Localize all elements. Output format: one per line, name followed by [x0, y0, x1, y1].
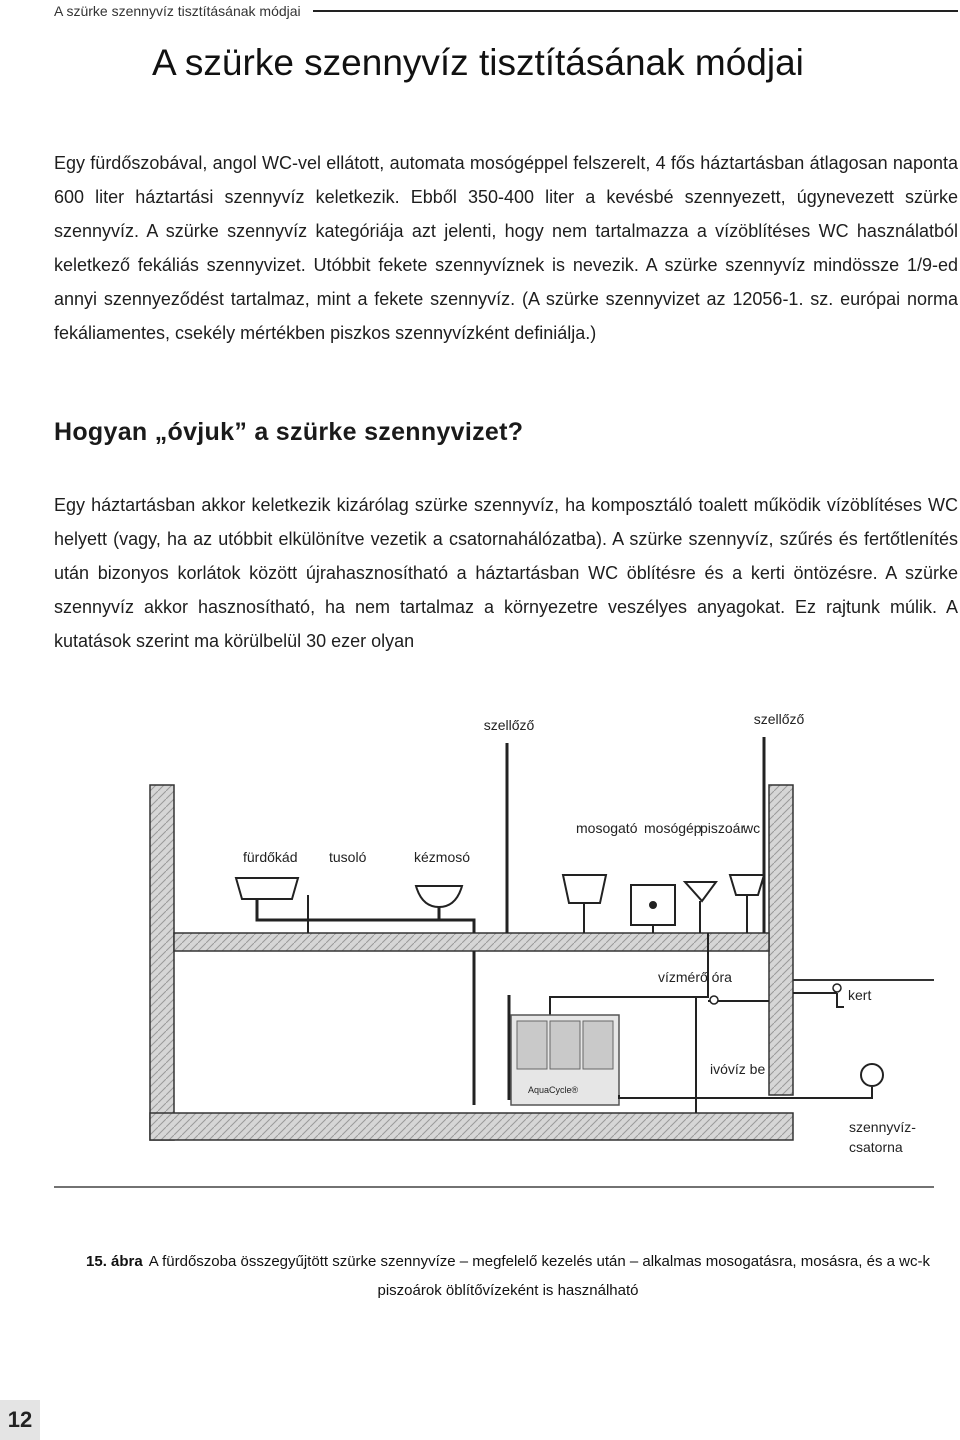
hand-sink-icon	[416, 886, 462, 907]
aquacycle-tank	[511, 1015, 619, 1105]
figure-caption-text: A fürdőszoba összegyűjtött szürke szennyvíze – megfelelő kezelés után – alkalmas mosogatásra, mosásra, és a wc-k piszoárok öblítővízeként is használható	[148, 1253, 930, 1299]
washing-machine-label: mosógép	[644, 820, 702, 836]
wc-icon	[730, 875, 764, 895]
kitchen-sink-label: mosogató	[576, 820, 638, 836]
wc-label: wc	[743, 820, 761, 836]
plumbing-diagram	[54, 695, 934, 1205]
urinal-icon	[685, 882, 716, 901]
bathtub-icon	[236, 878, 298, 899]
garden-label: kert	[848, 987, 872, 1003]
garden-tap-icon	[833, 984, 841, 992]
building-shell	[54, 785, 934, 1187]
vent-left-label: szellőző	[483, 717, 535, 733]
running-header-title: A szürke szennyvíz tisztításának módjai	[54, 3, 301, 19]
header-rule	[313, 10, 958, 12]
sewer-label-line1: szennyvíz-	[849, 1119, 916, 1135]
figure-number: 15. ábra	[86, 1253, 143, 1270]
kitchen-sink-icon	[563, 875, 606, 903]
water-meter-icon	[710, 996, 718, 1004]
shower-label: tusoló	[329, 849, 367, 865]
sink-label: kézmosó	[414, 849, 471, 865]
drinking-water-label: ivóvíz be	[710, 1061, 766, 1077]
upper-fixtures	[236, 875, 764, 933]
intro-paragraph: Egy fürdőszobával, angol WC-vel ellátott, automata mosógéppel felszerelt, 4 fős háztartásban átlagosan naponta 600 liter háztartási szennyvíz keletkezik. Ebből 350-400 liter a kevésbé szennyezett, úgynevezett szürke szennyvíz. A szürke szennyvíz kategóriája azt jelenti, hogy nem tartalmazza a vízöblítéses WC használatból keletkező fekáliás szennyvizet. Utóbbit fekete szennyvíznek is nevezik. A szürke szennyvíz mindössze 1/9-ed annyi szennyeződést tartalmaz, mint a fekete szennyvíz. (A szürke szennyvizet az 12056-1. sz. európai norma fekáliamentes, csekély mértékben piszkos szennyvízként definiálja.)	[54, 153, 958, 343]
vent-right-label: szellőző	[753, 711, 805, 727]
plumbing-diagram-svg	[54, 695, 934, 1205]
urinal-label: piszoár	[700, 820, 746, 836]
tank-brand-label: AquaCycle®	[528, 1085, 579, 1095]
figure-caption	[64, 1247, 952, 1305]
sewer-pipe-icon	[861, 1064, 883, 1086]
running-header	[54, 0, 958, 22]
water-meter-label: vízmérő óra	[658, 969, 732, 985]
page-number: 12	[0, 1400, 40, 1440]
body-paragraph: Egy háztartásban akkor keletkezik kizárólag szürke szennyvíz, ha komposztáló toalett működik vízöblítéses WC helyett (vagy, ha az utóbbit elkülönítve vezetik a csatornahálózatba). A szürke szennyvíz, szűrés és fertőtlenítés után bizonyos korlátok között újrahasznosítható a háztartásban WC öblítésre és a kerti öntözésre. A szürke szennyvíz akkor hasznosítható, ha nem tartalmaz a környezetre veszélyes anyagokat. Ez rajtunk múlik. A kutatások szerint ma körülbelül 30 ezer olyan	[54, 495, 958, 651]
bathtub-label: fürdőkád	[243, 849, 298, 865]
sewer-label-line2: csatorna	[849, 1139, 903, 1155]
greywater-pipes	[257, 899, 509, 1105]
section-heading: Hogyan „óvjuk” a szürke szennyvizet?	[54, 418, 524, 446]
page-title: A szürke szennyvíz tisztításának módjai	[152, 42, 804, 83]
